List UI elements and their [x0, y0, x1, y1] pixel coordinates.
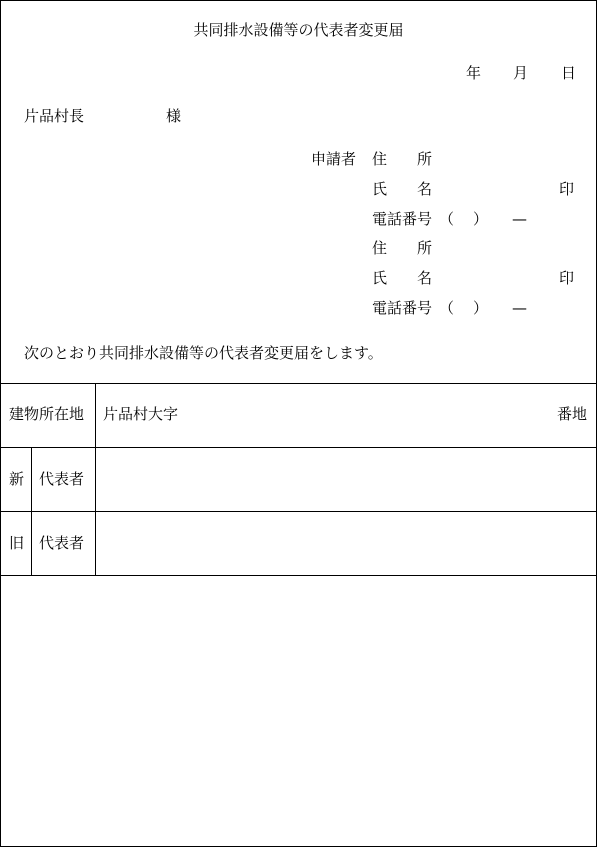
date-year-label: 年	[466, 64, 482, 82]
building-location-value: 片品村大字	[103, 405, 179, 423]
building-location-label: 建物所在地	[9, 405, 85, 423]
building-location-suffix: 番地	[557, 405, 588, 423]
addressee-name: 片品村長	[24, 107, 85, 125]
table-row-rule-2	[1, 511, 596, 512]
addressee-honorific: 様	[166, 107, 182, 125]
applicant-1-phone-open-paren: （	[439, 210, 455, 228]
date-month-label: 月	[513, 64, 529, 82]
applicant-2-phone-dash: —	[512, 299, 527, 317]
applicant-1-phone-label: 電話番号	[372, 210, 433, 228]
statement-text: 次のとおり共同排水設備等の代表者変更届をします。	[24, 344, 383, 362]
applicant-label: 申請者	[311, 150, 357, 168]
applicant-2-seal-mark: 印	[559, 269, 575, 287]
old-representative-label: 代表者	[39, 534, 85, 552]
applicant-1-phone-dash: —	[512, 210, 527, 228]
table-column-divider	[95, 383, 96, 575]
table-top-rule	[1, 383, 596, 384]
new-marker: 新	[9, 470, 25, 488]
table-bottom-rule	[1, 575, 596, 576]
new-representative-label: 代表者	[39, 470, 85, 488]
form-title: 共同排水設備等の代表者変更届	[193, 21, 404, 39]
applicant-1-seal-mark: 印	[559, 180, 575, 198]
applicant-2-phone-open-paren: （	[439, 299, 455, 317]
date-day-label: 日	[561, 64, 577, 82]
applicant-2-name-label: 氏 名	[372, 269, 433, 287]
applicant-2-phone-close-paren: ）	[473, 299, 489, 317]
applicant-1-phone-close-paren: ）	[473, 210, 489, 228]
applicant-2-address-label: 住 所	[372, 239, 433, 257]
applicant-2-phone-label: 電話番号	[372, 299, 433, 317]
table-row-rule-1	[1, 447, 596, 448]
applicant-1-address-label: 住 所	[372, 150, 433, 168]
table-subcolumn-divider	[31, 447, 32, 575]
old-marker: 旧	[9, 534, 25, 552]
applicant-1-name-label: 氏 名	[372, 180, 433, 198]
